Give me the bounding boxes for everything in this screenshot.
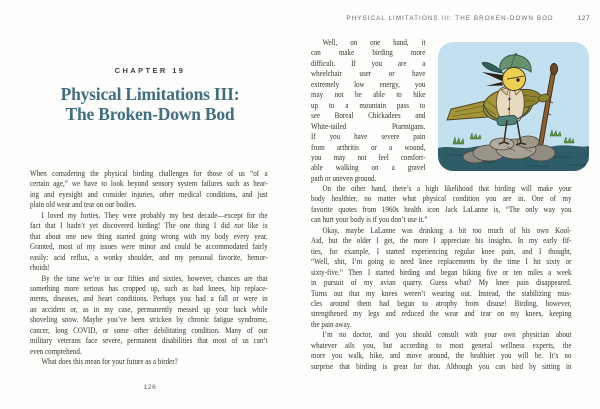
text-line: Okay, maybe LaLanne was drinking a bit too much of his own Kool- [322, 225, 572, 235]
text-line: Turns out that my knees weren’t wearing out. Instead, the stabilizing mus- [311, 288, 572, 298]
text-line: favorite quotes from 1960s health icon Jack LaLanne is, “The only way you [311, 204, 572, 214]
text-line: up to a mountain pass to [311, 100, 426, 110]
text-line: What does this mean for your future as a birder? [41, 357, 178, 367]
page-number-left: 126 [143, 384, 157, 391]
text-line: even comprehend. [30, 346, 82, 356]
text-line: wheelchair user or have [311, 69, 426, 79]
text-line: ing and eyesight and consider injuries, other medical conditions, and just [30, 189, 268, 199]
text-line: you may not feel comfort- [311, 152, 426, 162]
text-line: White-tailed Ptarmigans. [311, 121, 426, 131]
chapter-title-line2: The Broken-Down Bod [65, 104, 235, 124]
text-line: see Boreal Chickadees and [311, 111, 426, 121]
text-line: an accident or, as in my case, permanently messed up your back while [30, 304, 268, 314]
text-line: military veterans face severe, permanent disabilities that most of us can’t [30, 336, 268, 346]
page-number-right: 127 [577, 15, 590, 22]
bird-eye [516, 78, 519, 81]
text-line: in pursuit of my avian quarry. Guess what? My knee pain disappeared. [311, 278, 572, 288]
bird-hiker-illustration [437, 41, 590, 173]
text-line: Aid, but the older I get, the more I appreciate his insights. In my early fif- [311, 236, 572, 246]
text-line: the pain away. [311, 319, 352, 329]
text-line: I’m no doctor, and you should consult with your own physician about [322, 330, 572, 340]
text-line: plain old wear and tear on our bodies. [30, 200, 137, 210]
text-line: easily: acid reflux, a wonky shoulder, and my personal favorite, hemor- [30, 252, 268, 262]
text-line: can hurt your body is if you don’t use it.” [311, 215, 428, 225]
right-page-column-text [311, 38, 425, 184]
text-line: ments, diseases, and heart conditions. Perhaps you had a fall or were in [30, 294, 268, 304]
left-page-body-text [30, 169, 268, 368]
text-line: sixty-five.” Then I started birding and began hiking five or ten miles a week [311, 267, 572, 277]
text-line: On the other hand, there’s a high likelihood that birding will make your [322, 184, 572, 193]
text-line: able walking on a gravel [311, 163, 426, 173]
text-line: By the time we’re in our fifties and sixties, however, chances are that [41, 273, 268, 283]
text-line: Granted, most of my issues were minor and could be accommodated fairly [30, 242, 268, 252]
text-line: body healthier, no matter what physical condition you are in. One of my [311, 194, 572, 204]
text-line: from arthritis or a wound, [311, 142, 426, 152]
text-line: path or uneven ground. [311, 173, 377, 183]
text-line: cles around them had begun to atrophy from disuse! Birding, however, [311, 298, 572, 308]
text-line: cancer, long COVID, or some other debilitating condition. Many of our [30, 325, 268, 335]
text-line: may not be able to hike [311, 90, 426, 100]
text-line: When considering the physical birding challenges for those of us “of a [30, 169, 268, 178]
text-line: ties, for example, I started experiencing regular knee pain, and I thought, [311, 246, 572, 256]
text-line: strengthened my legs and reduced the wear and tear on my knees, keeping [311, 309, 572, 319]
text-line: that about one new thing started going wrong with my body every year. [30, 231, 268, 241]
text-line: surprise that birding is great for that. Although you can bird by sitting in [311, 361, 572, 371]
text-line: rhoids! [30, 263, 50, 273]
text-line: If you have severe pain [311, 132, 426, 142]
text-line: extremely low energy, you [311, 79, 426, 89]
text-line: “Well, shit, I’m going to need knee replacements by the time I hit sixty or [311, 257, 572, 267]
chapter-title [0, 84, 300, 124]
text-line: Well, on one hand, it [322, 38, 426, 47]
text-line: fact that I hadn’t yet discovered birding! The one thing I did not like is [30, 221, 268, 231]
text-line: certain age,” we have to look beyond sensory system failures such as hear- [30, 179, 268, 189]
bird-hiker-illustration-svg [437, 41, 590, 173]
running-head: PHYSICAL LIMITATIONS III: THE BROKEN-DOWN BOD [346, 15, 554, 22]
chapter-title-line1: Physical Limitations III: [60, 84, 240, 104]
right-page-body-text [311, 184, 571, 372]
text-line: more you walk, hike, and move around, the healthier you will be. It’s no [311, 351, 572, 361]
text-line: difficult. If you are a [311, 58, 426, 68]
chapter-label: CHAPTER 19 [114, 66, 186, 75]
text-line: can make birding more [311, 48, 426, 58]
text-line: something more serious has cropped up, such as bad knees, hip replace- [30, 283, 268, 293]
text-line: whatever ails you, but according to most general wellness experts, the [311, 340, 572, 350]
text-line: I loved my forties. They were probably my best decade—except for the [41, 210, 268, 220]
text-line: shoveling snow. Maybe you’ve been stricken by chronic fatigue syndrome, [30, 315, 268, 325]
